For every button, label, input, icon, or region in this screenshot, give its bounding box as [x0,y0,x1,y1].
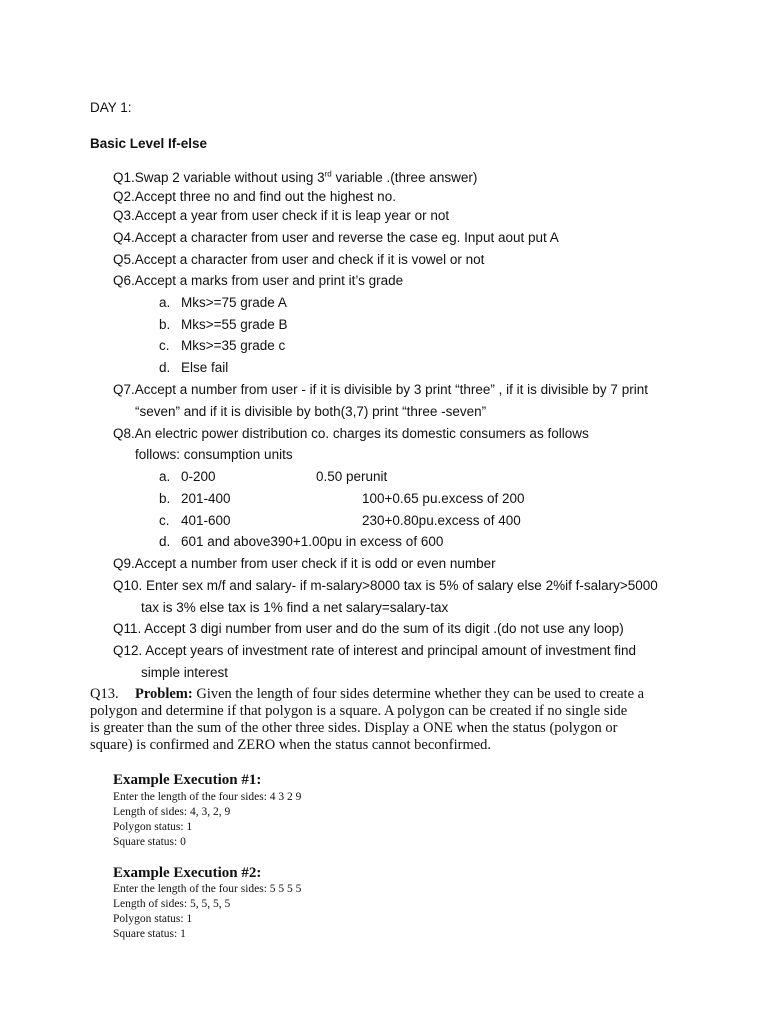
item-text: Mks>=35 grade c [181,338,286,353]
question-q13 [90,686,644,703]
question-q8 [113,426,589,441]
question-number: Q3. [113,208,135,223]
item-label: a. [159,295,171,310]
question-number: Q5. [113,252,135,267]
rate-value: 0.50 perunit [316,469,388,484]
rate-range: 201-400 [181,491,231,506]
rate-value: 230+0.80pu.excess of 400 [362,513,521,528]
rate-range: 601 and above390+1.00pu in excess of 600 [181,534,444,549]
question-number: Q13. [90,686,119,702]
item-label: a. [159,469,171,484]
grade-item [159,295,287,310]
question-text: Accept 3 digi number from user and do the sum of its digit .(do not use any loop) [141,621,624,636]
rate-range: 401-600 [181,513,231,528]
question-number: Q8. [113,426,135,441]
example-line: Polygon status: 1 [113,821,193,833]
grade-item [159,317,288,332]
example-title: Example Execution #2: [113,865,262,881]
item-label: b. [159,491,171,506]
question-q6 [113,273,403,288]
question-q10-cont: tax is 3% else tax is 1% find a net salary=salary-tax [141,600,449,615]
rate-item [159,534,443,549]
question-q9 [113,556,496,571]
question-text: Given the length of four sides determine whether they can be used to create a [192,686,645,702]
question-q7 [113,382,648,397]
question-text: Accept a number from user - if it is divisible by 3 print “three” , if it is divisible by 7 print [134,382,648,397]
item-text: Mks>=75 grade A [181,295,287,310]
question-q4 [113,230,559,245]
question-q12 [113,643,636,658]
question-q12-cont: simple interest [141,665,229,680]
question-text: Accept a year from user check if it is leap year or not [134,208,450,223]
grade-item [159,338,285,353]
question-text: An electric power distribution co. charges its domestic consumers as follows [134,426,589,441]
question-number: Q10. [113,578,143,593]
superscript: rd [324,169,332,179]
rate-item [159,469,216,484]
example-line: Enter the length of the four sides: 5 5 5 5 [113,883,302,895]
example-line: Square status: 1 [113,928,186,940]
item-text: Mks>=55 grade B [181,317,288,332]
example-title: Example Execution #1: [113,772,262,788]
question-number: Q1. [113,170,135,185]
question-text: Enter sex m/f and salary- if m-salary>8000 tax is 5% of salary else 2%if f-salary>5000 [142,578,658,593]
problem-label: Problem: [135,686,193,702]
example-line: Polygon status: 1 [113,913,193,925]
question-q10 [113,578,658,593]
question-text: Accept three no and find out the highest no. [134,189,396,204]
question-text: Accept years of investment rate of interest and principal amount of investment find [142,643,637,658]
question-q8-cont: follows: consumption units [135,447,293,462]
item-label: c. [159,513,170,528]
question-q11 [113,621,624,636]
grade-item [159,360,228,375]
question-q5 [113,252,484,267]
example-line: Square status: 0 [113,836,186,848]
question-q13-line2: polygon and determine if that polygon is a square. A polygon can be created if no single side [90,703,628,719]
question-q13-line4: square) is confirmed and ZERO when the status cannot beconfirmed. [90,737,492,753]
question-q13-line3: is greater than the sum of the other three sides. Display a ONE when the status (polygon or [90,720,618,736]
question-number: Q12. [113,643,143,658]
item-label: d. [159,534,171,549]
question-number: Q2. [113,189,135,204]
rate-item [159,491,231,506]
question-q3 [113,208,449,223]
item-label: b. [159,317,171,332]
item-label: c. [159,338,170,353]
day-heading: DAY 1: [90,100,132,115]
question-q7-cont: “seven” and if it is divisible by both(3,7) print “three -seven” [135,404,487,419]
question-text: Accept a character from user and reverse the case eg. Input aout put A [134,230,559,245]
question-number: Q9. [113,556,135,571]
example-line: Enter the length of the four sides: 4 3 2 9 [113,791,302,803]
rate-range: 0-200 [181,469,216,484]
question-q2 [113,189,396,204]
item-text: Else fail [181,360,229,375]
section-title: Basic Level If-else [90,136,208,151]
item-label: d. [159,360,171,375]
rate-value: 100+0.65 pu.excess of 200 [362,491,525,506]
question-text: Accept a character from user and check if it is vowel or not [134,252,485,267]
question-q1 [113,170,477,185]
example-line: Length of sides: 4, 3, 2, 9 [113,806,231,818]
question-number: Q7. [113,382,135,397]
example-line: Length of sides: 5, 5, 5, 5 [113,898,231,910]
question-number: Q4. [113,230,135,245]
question-text: Accept a number from user check if it is odd or even number [134,556,496,571]
question-text: Accept a marks from user and print it’s grade [134,273,404,288]
question-number: Q11. [113,621,142,636]
rate-item [159,513,231,528]
question-text-cont: variable .(three answer) [331,170,478,185]
question-text: Swap 2 variable without using 3 [134,170,325,185]
question-number: Q6. [113,273,135,288]
